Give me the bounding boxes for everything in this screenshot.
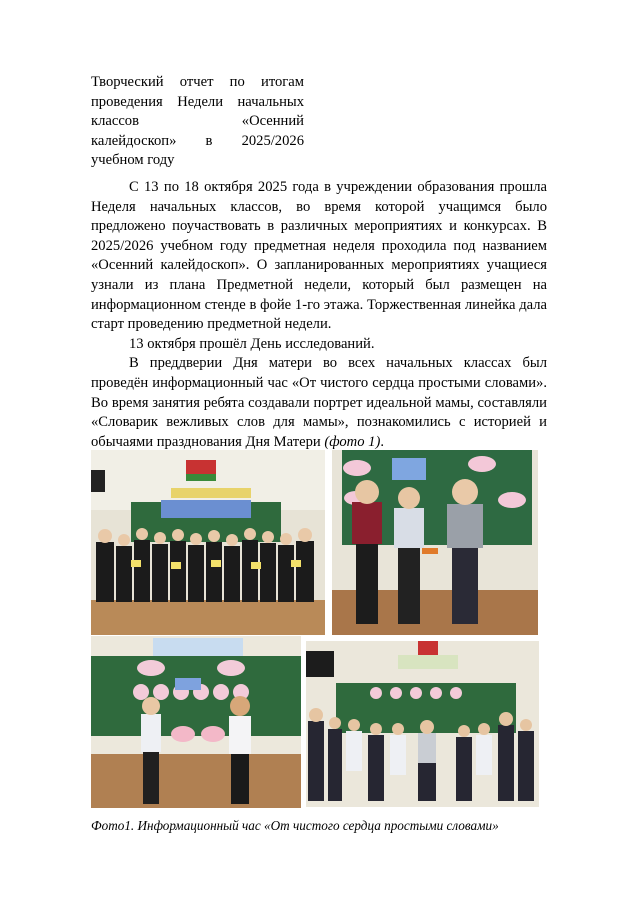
paragraph-mothers-day (91, 354, 547, 452)
paragraph-research-day: 13 октября прошёл День исследований. (129, 335, 375, 352)
three-boys-photo (332, 450, 538, 635)
paragraph-end: . (380, 433, 384, 450)
title-line: учебном году (91, 152, 175, 168)
class-group-photo (91, 450, 325, 635)
report-body (91, 178, 547, 452)
students-circle-photo (306, 641, 539, 807)
title-line: проведения Недели начальных (91, 93, 304, 110)
photo-reference: (фото 1) (324, 433, 381, 450)
paragraph-week-intro: С 13 по 18 октября 2025 года в учреждении образования прошла Неделя начальных классов, во время которой учащимся было предложено поучаствовать в различных мероприятиях и конкурсах. В 2025/2026 учебном году предметная неделя проходила под названием «Осенний калейдоскоп». О запланированных мероприятиях учащиеся узнали из плана Предметной недели, который был размещен на информационном стенде в фойе 1-го этажа. Торжественная линейка дала старт проведению предметной недели. (91, 179, 547, 333)
report-title (91, 73, 304, 171)
title-line: калейдоскоп» в 2025/2026 (91, 132, 304, 149)
photo-caption: Фото1. Информационный час «От чистого сердца простыми словами» (91, 818, 499, 833)
title-line: классов «Осенний (91, 113, 304, 129)
paragraph-text: В преддверии Дня матери во всех начальных классах был проведён информационный час «От чистого сердца простыми словами». Во время занятия ребята создавали портрет идеальной мамы, составляли «Словарик вежливых слов для мамы», познакомились с историей и обычаями празднования Дня Матери (91, 355, 547, 450)
title-line: Творческий отчет по итогам (91, 74, 304, 90)
two-girls-photo (91, 636, 301, 808)
